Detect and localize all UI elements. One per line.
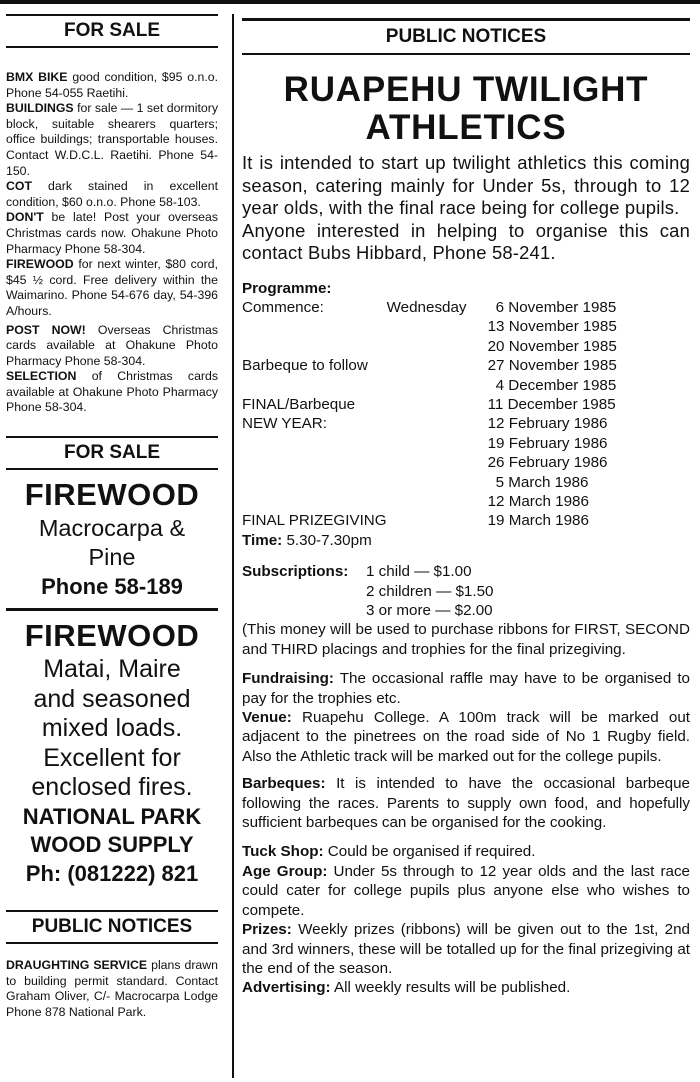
right-column — [242, 18, 690, 998]
classified-item — [6, 179, 218, 210]
subs-rate: 2 children — $1.50 — [366, 582, 494, 600]
ad-line: Matai, Maire — [43, 655, 181, 684]
barbeques-text: It is intended to have the occasional barbeque following the races. Parents to supply own food, and hopefully sufficient barbeques can be organised for the cooking. — [242, 775, 690, 832]
tuck-shop-text: Could be organised if required. — [323, 843, 536, 861]
programme-day — [387, 414, 488, 433]
prizes-text: Weekly prizes (ribbons) will be given out to the 1st, 2nd and 3rd winners, these will be totalled up for the final prizegiving at the end of the season. — [242, 921, 690, 977]
subs-label: Subscriptions: — [242, 563, 349, 581]
programme-label — [242, 279, 690, 298]
programme-day — [387, 511, 488, 530]
programme-day: Wednesday — [386, 298, 467, 316]
programme-day — [387, 337, 488, 356]
programme-row — [242, 492, 617, 511]
programme-day — [387, 453, 488, 472]
column-divider — [232, 14, 234, 1078]
programme-date: 11 December 1985 — [487, 395, 616, 413]
programme-row — [242, 414, 617, 433]
programme-section — [242, 279, 690, 551]
programme-day — [387, 492, 488, 511]
programme-label — [242, 337, 387, 356]
programme-row — [242, 395, 617, 414]
for-sale-heading-2: FOR SALE — [6, 436, 218, 470]
programme-label — [242, 376, 387, 395]
programme-date: 13 November 1985 — [487, 318, 617, 336]
notice-head: DRAUGHTING SERVICE — [6, 958, 148, 973]
programme-row — [242, 376, 617, 395]
classified-item — [6, 101, 218, 179]
programme-day — [387, 317, 488, 336]
ad-line: and seasoned — [33, 684, 191, 713]
classified-head: COT — [6, 179, 32, 194]
classified-head: POST NOW! — [6, 322, 86, 337]
public-notices-heading: PUBLIC NOTICES — [6, 910, 218, 944]
title-line-1: RUAPEHU TWILIGHT — [283, 70, 649, 109]
classified-head: SELECTION — [6, 369, 77, 384]
programme-day — [387, 376, 488, 395]
programme-date: 19 March 1986 — [487, 512, 589, 530]
programme-label: Barbeque to follow — [242, 357, 368, 375]
programme-row — [242, 434, 617, 453]
programme-label — [242, 473, 387, 492]
classified-body: be late! Post your overseas Christmas cards now. Ohakune Photo Pharmacy Phone 58-304. — [6, 210, 218, 256]
ad-company: NATIONAL PARK — [22, 803, 202, 829]
age-group-label: Age Group: — [242, 862, 328, 880]
programme-date: 5 March 1986 — [495, 473, 589, 491]
notice-body: plans drawn to building permit standard. Contact Graham Oliver, C/- Macrocarpa Lodge Phone 878 National Park. — [6, 958, 218, 1019]
subs-label-cell — [242, 601, 366, 620]
programme-label: Commence: — [242, 298, 324, 316]
notice-title — [242, 71, 690, 147]
left-column — [6, 14, 218, 1020]
classified-body: good condition, $95 o.n.o. Phone 54-055 Raetihi. — [6, 70, 218, 100]
venue-label: Venue: — [242, 709, 292, 727]
time-value: 5.30-7.30pm — [282, 531, 372, 549]
programme-row — [242, 453, 617, 472]
classified-head: BUILDINGS — [6, 101, 74, 116]
programme-date: 20 November 1985 — [487, 337, 617, 355]
ad-phone: Phone 58-189 — [41, 574, 183, 600]
advertising-text: All weekly results will be published. — [330, 979, 571, 997]
programme-row — [242, 298, 617, 317]
classified-body: dark stained in excellent condition, $60 o.n.o. Phone 58-103. — [6, 179, 218, 209]
programme-date: 26 February 1986 — [487, 454, 608, 472]
programme-label — [242, 492, 387, 511]
advertising-paragraph — [242, 978, 690, 997]
programme-date: 27 November 1985 — [487, 357, 617, 375]
classified-item — [6, 369, 218, 416]
programme-row — [242, 337, 617, 356]
top-rule — [0, 0, 700, 4]
programme-row — [242, 317, 617, 336]
programme-day — [387, 356, 488, 375]
subs-row — [242, 562, 494, 581]
programme-row — [242, 473, 617, 492]
programme-label — [242, 453, 387, 472]
fundraising-paragraph — [242, 669, 690, 708]
ad-line: Pine — [88, 544, 136, 571]
classified-item — [6, 70, 218, 101]
fundraising-label: Fundraising: — [242, 670, 334, 688]
programme-label: FINAL PRIZEGIVING — [242, 512, 387, 530]
tuck-shop-label: Tuck Shop: — [242, 843, 324, 861]
for-sale-heading: FOR SALE — [6, 14, 218, 48]
subs-note: (This money will be used to purchase ribbons for FIRST, SECOND and THIRD placings and trophies for the final prizegiving. — [242, 621, 690, 658]
classified-body: for sale — 1 set dormitory block, suitable shearers quarters; office buildings; transportable houses. Contact W.D.C.L. Raetihi. Phone 54-150. — [6, 101, 218, 178]
programme-day — [387, 434, 488, 453]
programme-day — [387, 473, 488, 492]
classified-item — [6, 210, 218, 257]
classified-item — [6, 257, 218, 319]
programme-label — [242, 434, 387, 453]
intro-paragraph: It is intended to start up twilight athletics this coming season, catering mainly for Under 5s, through to 12 year olds, with the final race being for college pupils. — [242, 152, 690, 218]
details-section — [242, 669, 690, 998]
age-group-text: Under 5s through to 12 year olds and the last race could cater for college pupils plus anyone else who wishes to compete. — [242, 862, 690, 919]
contact-paragraph: Anyone interested in helping to organise this can contact Bubs Hibbard, Phone 58-241. — [242, 219, 690, 263]
draughting-notice — [6, 958, 218, 1020]
programme-label: NEW YEAR: — [242, 415, 327, 433]
classified-head: DON'T — [6, 210, 44, 225]
subs-row — [242, 582, 494, 601]
subs-rate: 1 child — $1.00 — [366, 563, 472, 581]
ad-line: Macrocarpa & — [38, 515, 186, 542]
programme-label: FINAL/Barbeque — [242, 395, 356, 413]
programme-row — [242, 511, 617, 530]
classified-body: for next winter, $80 cord, $45 ½ cord. Free delivery within the Waimarino. Phone 54-676 day, 54-396 A/hours. — [6, 257, 218, 318]
classified-head: FIREWOOD — [6, 257, 74, 272]
venue-text: Ruapehu College. A 100m track will be marked out adjacent to the pinetrees on the road side of No 1 Rugby field. Also the Athletic track will be marked out for the college pupils. — [242, 709, 690, 765]
tuck-shop-paragraph — [242, 842, 690, 861]
programme-date: 12 February 1986 — [487, 415, 608, 433]
classifieds-list — [6, 70, 218, 416]
time-label: Time: — [242, 531, 283, 549]
fundraising-text: The occasional raffle may have to be organised to pay for the trophies etc. — [242, 670, 690, 707]
ad-company: WOOD SUPPLY — [30, 832, 194, 858]
programme-date: 19 February 1986 — [487, 434, 608, 452]
programme-table — [242, 298, 617, 531]
subscriptions-section — [242, 562, 690, 659]
firewood-ad-macrocarpa — [6, 476, 218, 611]
subs-label-cell — [242, 562, 366, 581]
firewood-ad-national-park — [6, 611, 218, 888]
classified-head: BMX BIKE — [6, 70, 68, 84]
classified-body: of Christmas cards available at Ohakune Photo Pharmacy Phone 58-304. — [6, 369, 218, 415]
barbeques-paragraph — [242, 774, 690, 832]
advertising-label: Advertising: — [242, 979, 331, 997]
ad-line: enclosed fires. — [31, 773, 193, 802]
time-line — [242, 531, 690, 550]
programme-day — [387, 395, 488, 414]
public-notices-header: PUBLIC NOTICES — [242, 18, 690, 55]
barbeques-label: Barbeques: — [242, 775, 326, 793]
ad-title: FIREWOOD — [24, 477, 200, 513]
programme-label — [242, 317, 387, 336]
subs-rate: 3 or more — $2.00 — [366, 602, 493, 619]
ad-line: Excellent for — [43, 743, 181, 772]
ad-phone: Ph: (081222) 821 — [25, 860, 199, 886]
age-group-paragraph — [242, 862, 690, 920]
title-line-2: ATHLETICS — [365, 108, 567, 147]
ad-line: mixed loads. — [41, 714, 183, 743]
prizes-paragraph — [242, 920, 690, 978]
classified-body: Overseas Christmas cards available at Ohakune Photo Pharmacy Phone 58-304. — [6, 322, 218, 368]
subs-label-cell — [242, 582, 366, 601]
subscriptions-table — [242, 562, 494, 620]
programme-row — [242, 356, 617, 375]
prizes-label: Prizes: — [242, 921, 292, 939]
subs-row — [242, 601, 494, 620]
classified-item — [6, 323, 218, 370]
programme-date: 6 November 1985 — [495, 298, 617, 316]
venue-paragraph — [242, 708, 690, 766]
ad-title: FIREWOOD — [24, 618, 200, 654]
programme-heading: Programme: — [242, 279, 332, 297]
programme-date: 4 December 1985 — [495, 376, 617, 394]
programme-date: 12 March 1986 — [487, 492, 589, 510]
